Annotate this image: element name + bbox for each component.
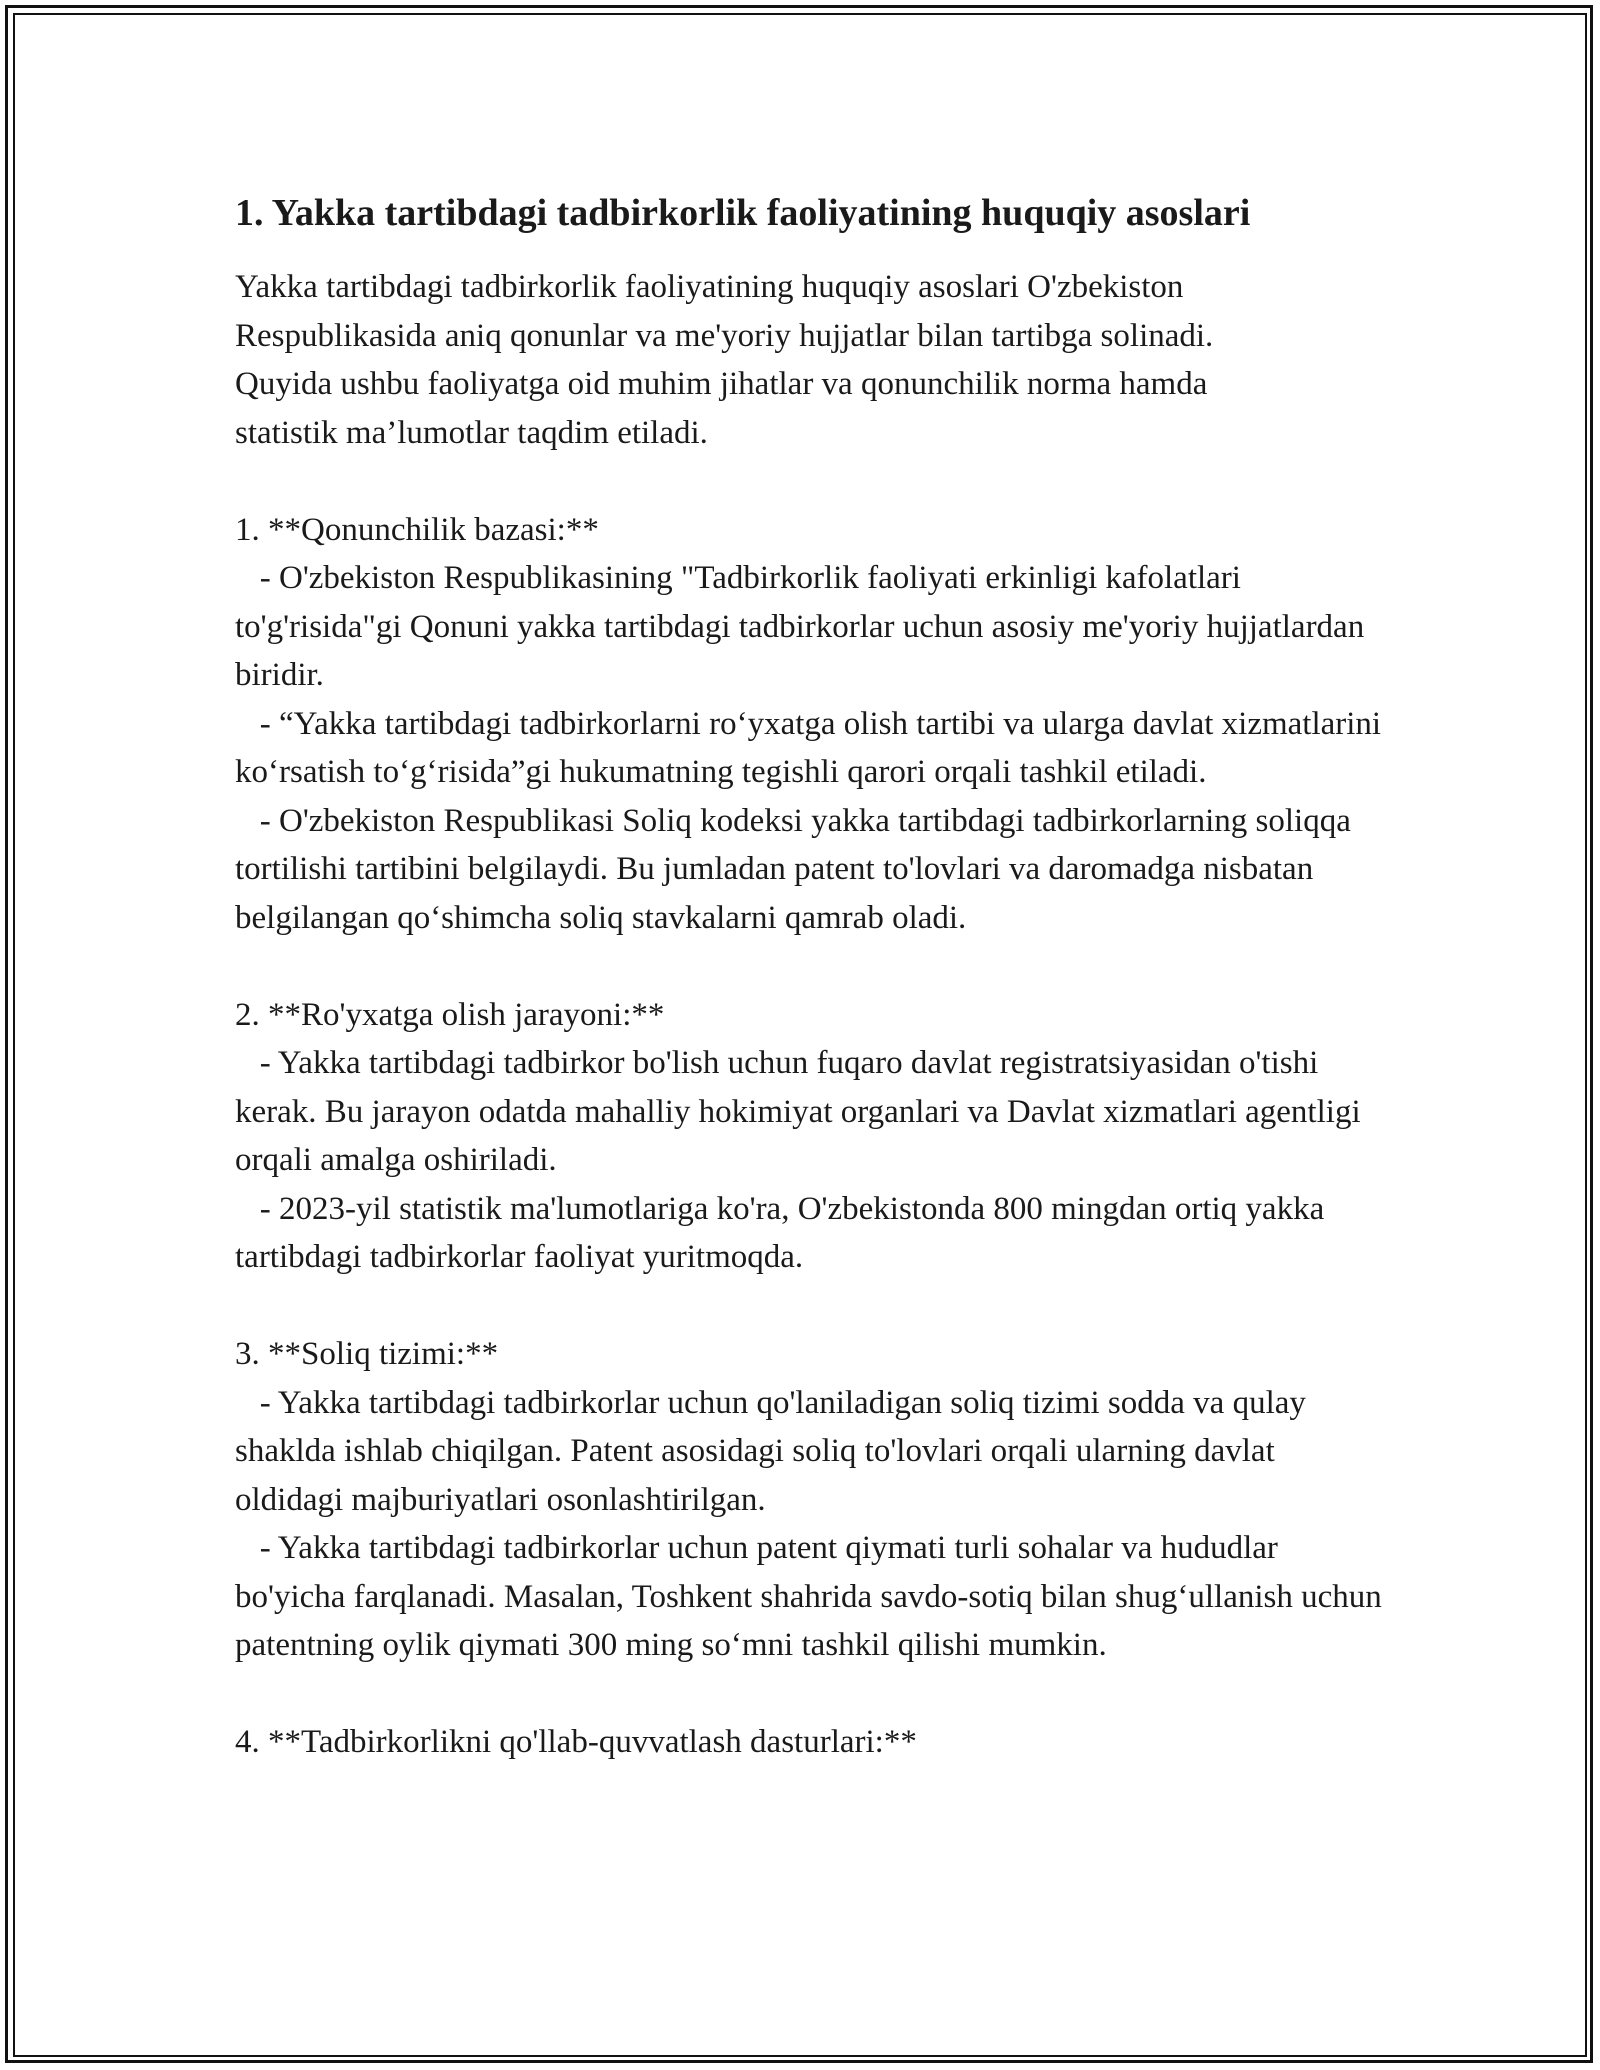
intro-paragraph [235, 263, 1385, 457]
section-registration [235, 991, 1385, 1282]
intro-line: Yakka tartibdagi tadbirkorlik faoliyatining huquqiy asoslari O'zbekiston [235, 269, 1184, 305]
bullet-item: - “Yakka tartibdagi tadbirkorlarni ro‘yxatga olish tartibi va ularga davlat xizmatlarini ko‘rsatish to‘g‘risida”gi hukumatning tegishli qarori orqali tashkil etiladi. [235, 705, 1390, 790]
intro-line: Quyida ushbu faoliyatga oid muhim jihatlar va qonunchilik norma hamda [235, 366, 1208, 402]
bullet-item: - Yakka tartibdagi tadbirkorlar uchun patent qiymati turli sohalar va hududlar bo'yicha farqlanadi. Masalan, Toshkent shahrida savdo-sotiq bilan shug‘ullanish uchun patentning oylik qiymati 300 ming so‘mni tashkil qilishi mumkin. [235, 1530, 1391, 1663]
section-title: 4. **Tadbirkorlikni qo'llab-quvvatlash dasturlari:** [235, 1724, 917, 1760]
spacer [235, 457, 1385, 506]
intro-line: Respublikasida aniq qonunlar va me'yoriy hujjatlar bilan tartibga solinadi. [235, 317, 1214, 354]
section-legal-base [235, 506, 1390, 943]
spacer [235, 942, 1385, 991]
bullet-item: - O'zbekiston Respublikasining "Tadbirkorlik faoliyati erkinligi kafolatlari to'g'risida"gi Qonuni yakka tartibdagi tadbirkorlar uchun asosiy me'yoriy hujjatlardan biridir. [235, 560, 1373, 693]
bullet-item: - Yakka tartibdagi tadbirkorlar uchun qo'laniladigan soliq tizimi sodda va qulay shaklda ishlab chiqilgan. Patent asosidagi soliq to'lovlari orqali ularning davlat oldidagi majburiyatlari osonlashtirilgan. [235, 1384, 1315, 1518]
section-tax-system [235, 1330, 1391, 1670]
intro-line: statistik ma’lumotlar taqdim etiladi. [235, 414, 708, 451]
section-title: 3. **Soliq tizimi:** [235, 1336, 499, 1372]
bullet-item: - 2023-yil statistik ma'lumotlariga ko'ra, O'zbekistonda 800 mingdan ortiq yakka tartibdagi tadbirkorlar faoliyat yuritmoqda. [235, 1190, 1333, 1275]
document-heading: 1. Yakka tartibdagi tadbirkorlik faoliyatining huquqiy asoslari [235, 192, 1251, 234]
bullet-item: - Yakka tartibdagi tadbirkor bo'lish uchun fuqaro davlat registratsiyasidan o'tishi kerak. Bu jarayon odatda mahalliy hokimiyat organlari va Davlat xizmatlari agentligi orqali amalga oshiriladi. [235, 1045, 1369, 1178]
document-body [235, 185, 1391, 1767]
section-title: 1. **Qonunchilik bazasi:** [235, 511, 599, 548]
section-title: 2. **Ro'yxatga olish jarayoni:** [235, 996, 665, 1033]
bullet-item: - O'zbekiston Respublikasi Soliq kodeksi yakka tartibdagi tadbirkorlarning soliqqa tortilishi tartibini belgilaydi. Bu jumladan patent to'lovlari va daromadga nisbatan belgilangan qo‘shimcha soliq stavkalarni qamrab oladi. [235, 802, 1360, 936]
section-support-programs [235, 1718, 1385, 1767]
spacer [235, 1282, 1385, 1331]
spacer [235, 1670, 1385, 1719]
